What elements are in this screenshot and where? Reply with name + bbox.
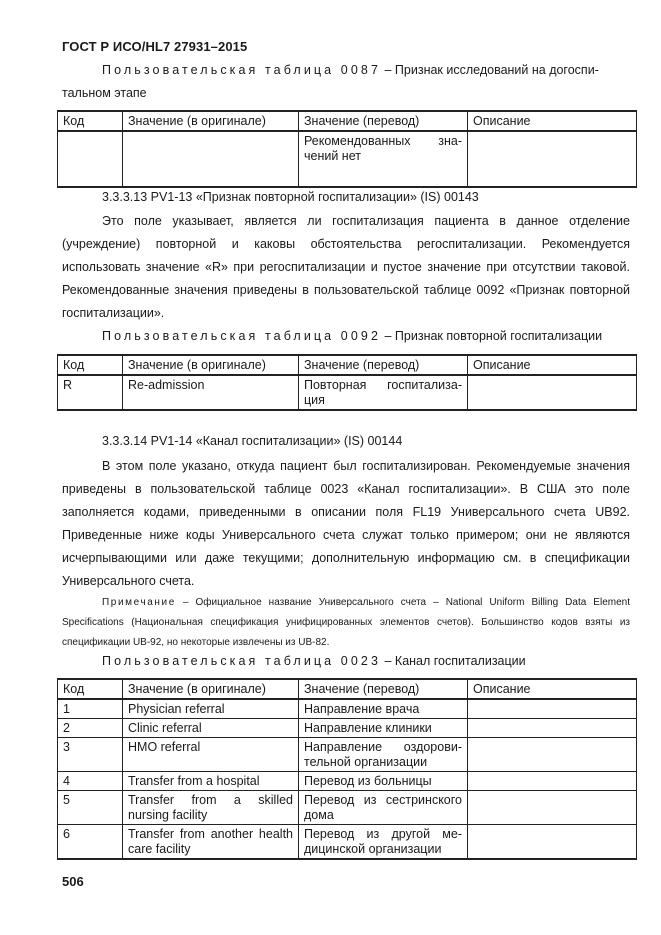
section-3-3-3-13-paragraph: Это поле указывает, является ли госпитализация пациента в данное отделение (учреждение) повторной и каковы обстоятельства регоспитализации. Рекомендуется использовать значение «R» при регоспитализации и пустое значение при отсутствии таковой. Рекомендованные значения приведены в пользовательской таблице 0092 «Признак повторной госпитализации». bbox=[62, 214, 630, 320]
col-description: Описание bbox=[468, 679, 637, 699]
table-0023 bbox=[57, 678, 637, 860]
cell-description bbox=[468, 791, 637, 825]
col-translation: Значение (перевод) bbox=[299, 355, 468, 375]
cell-code: 3 bbox=[58, 738, 123, 772]
table-0087-caption bbox=[102, 63, 599, 77]
table-row bbox=[58, 131, 637, 187]
table-0092-caption bbox=[102, 329, 602, 343]
cell-original: Re-admission bbox=[123, 375, 299, 410]
cell-code: 1 bbox=[58, 699, 123, 719]
document-code: ГОСТ Р ИСО/HL7 27931–2015 bbox=[62, 39, 248, 54]
table-0023-title: – Канал госпитализации bbox=[381, 654, 526, 668]
cell-description bbox=[468, 772, 637, 791]
table-row bbox=[58, 719, 637, 738]
table-row bbox=[58, 699, 637, 719]
table-row bbox=[58, 791, 637, 825]
section-3-3-3-14-paragraph: В этом поле указано, откуда пациент был госпитализирован. Рекомендуемые значения приведены в пользовательской таблице 0023 «Канал госпитализации». В США это поле заполняется кодами, приведенными в описании поля FL19 Универсального счета UB92. Приведенные ниже коды Универсального счета служат только примером; они не являются исчерпывающими или даже текущими; дополнительную информацию см. в спецификации Универсального счета. bbox=[62, 459, 630, 588]
cell-original: Transfer from a skilled nursing facility bbox=[123, 791, 299, 825]
col-code: Код bbox=[58, 355, 123, 375]
cell-code: 2 bbox=[58, 719, 123, 738]
table-0087-label: Пользовательская таблица 0087 bbox=[102, 63, 382, 77]
table-0023-label: Пользовательская таблица 0023 bbox=[102, 654, 382, 668]
table-0087 bbox=[57, 110, 637, 188]
cell-translation: Перевод из сестринского дома bbox=[299, 791, 468, 825]
cell-code: 6 bbox=[58, 825, 123, 860]
cell-description bbox=[468, 699, 637, 719]
table-0092 bbox=[57, 354, 637, 411]
cell-code: R bbox=[58, 375, 123, 410]
caption-dash: – bbox=[381, 63, 395, 77]
note-text: – Официальное название Универсального счета – National Uniform Billing Data Element Specifications (Национальная спецификация унифицированных элементов счетов). Большинство кодов взяты из спецификации UB-92, но некоторые извлечены из UB-82. bbox=[62, 597, 630, 648]
table-row bbox=[58, 772, 637, 791]
cell-code: 4 bbox=[58, 772, 123, 791]
table-header-row bbox=[58, 111, 637, 131]
cell-original: Transfer from a hospital bbox=[123, 772, 299, 791]
table-header-row bbox=[58, 355, 637, 375]
col-code: Код bbox=[58, 679, 123, 699]
cell-original bbox=[123, 131, 299, 187]
table-row bbox=[58, 738, 637, 772]
cell-translation: Перевод из другой ме-дицинской организации bbox=[299, 825, 468, 860]
col-original: Значение (в оригинале) bbox=[123, 355, 299, 375]
note-label: Примечание bbox=[102, 597, 176, 608]
cell-translation: Повторная госпитализа-ция bbox=[299, 375, 468, 410]
page-number: 506 bbox=[62, 874, 84, 889]
table-row bbox=[58, 825, 637, 860]
col-description: Описание bbox=[468, 111, 637, 131]
table-header-row bbox=[58, 679, 637, 699]
table-0023-caption bbox=[102, 654, 526, 668]
col-original: Значение (в оригинале) bbox=[123, 679, 299, 699]
cell-translation: Направление оздорови-тельной организации bbox=[299, 738, 468, 772]
section-heading-3-3-3-14: 3.3.3.14 PV1-14 «Канал госпитализации» (IS) 00144 bbox=[102, 434, 403, 448]
table-0087-title-line2: тальном этапе bbox=[62, 86, 147, 100]
cell-description bbox=[468, 825, 637, 860]
cell-code: 5 bbox=[58, 791, 123, 825]
col-code: Код bbox=[58, 111, 123, 131]
col-description: Описание bbox=[468, 355, 637, 375]
cell-description bbox=[468, 131, 637, 187]
table-0092-title: – Признак повторной госпитализации bbox=[381, 329, 603, 343]
note bbox=[62, 593, 630, 653]
cell-description bbox=[468, 738, 637, 772]
col-original: Значение (в оригинале) bbox=[123, 111, 299, 131]
section-heading-3-3-3-13: 3.3.3.13 PV1-13 «Признак повторной госпитализации» (IS) 00143 bbox=[102, 190, 479, 204]
cell-translation: Перевод из больницы bbox=[299, 772, 468, 791]
col-translation: Значение (перевод) bbox=[299, 111, 468, 131]
table-0092-label: Пользовательская таблица 0092 bbox=[102, 329, 382, 343]
cell-translation: Направление клиники bbox=[299, 719, 468, 738]
cell-description bbox=[468, 719, 637, 738]
table-row bbox=[58, 375, 637, 410]
cell-translation: Направление врача bbox=[299, 699, 468, 719]
cell-original: HMO referral bbox=[123, 738, 299, 772]
cell-original: Transfer from another health care facility bbox=[123, 825, 299, 860]
cell-code bbox=[58, 131, 123, 187]
col-translation: Значение (перевод) bbox=[299, 679, 468, 699]
cell-original: Physician referral bbox=[123, 699, 299, 719]
cell-description bbox=[468, 375, 637, 410]
cell-original: Clinic referral bbox=[123, 719, 299, 738]
cell-translation: Рекомендованных зна-чений нет bbox=[299, 131, 468, 187]
table-0087-title-line1: Признак исследований на догоспи- bbox=[394, 63, 599, 77]
